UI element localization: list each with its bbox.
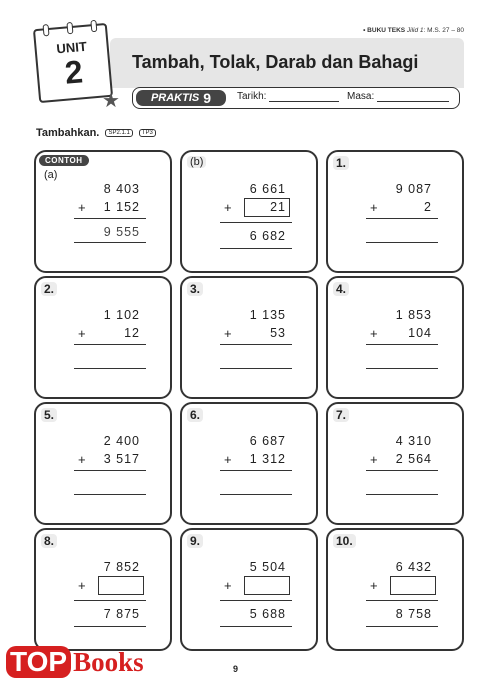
page-title: Tambah, Tolak, Darab dan Bahagi	[132, 52, 419, 72]
star-icon: ★	[102, 90, 120, 112]
plus-sign: +	[224, 578, 232, 593]
addend-bottom: 21	[270, 200, 286, 214]
problem-label: (a)	[44, 169, 58, 181]
problem-label: 8.	[41, 534, 57, 548]
addend-top: 6 432	[395, 560, 432, 574]
unit-number: 2	[63, 53, 85, 91]
sum-rule	[74, 470, 146, 471]
answer-value: 6 682	[249, 229, 286, 243]
sum-rule	[220, 344, 292, 345]
addend-top: 6 661	[249, 182, 286, 196]
answer-line[interactable]	[220, 494, 292, 495]
problem-label: 4.	[333, 282, 349, 296]
answer-line[interactable]	[74, 494, 146, 495]
answer-line[interactable]	[220, 368, 292, 369]
plus-sign: +	[78, 578, 86, 593]
plus-sign: +	[224, 326, 232, 341]
reference-prefix: • BUKU TEKS	[363, 27, 406, 34]
problem-box-2	[34, 276, 172, 399]
problem-label: 7.	[333, 408, 349, 422]
problem-label: 3.	[187, 282, 203, 296]
addend-top: 1 853	[395, 308, 432, 322]
plus-sign: +	[370, 578, 378, 593]
page-number: 9	[233, 664, 239, 674]
addend-top: 1 102	[103, 308, 140, 322]
contoh-badge: CONTOH	[39, 155, 89, 166]
addend-bottom: 1 152	[103, 200, 140, 214]
answer-line	[220, 626, 292, 627]
level-tag: TP3	[139, 129, 156, 137]
answer-line[interactable]	[366, 494, 438, 495]
answer-line	[74, 626, 146, 627]
topbooks-watermark-logo	[6, 643, 144, 681]
addend-bottom: 104	[408, 326, 432, 340]
reference-book: Jilid 1	[406, 27, 424, 34]
unit-label: UNIT	[55, 38, 88, 57]
addend-top: 9 087	[395, 182, 432, 196]
addend-bottom: 1 312	[249, 452, 286, 466]
plus-sign: +	[78, 200, 86, 215]
plus-sign: +	[224, 452, 232, 467]
problem-box-6	[180, 402, 318, 525]
answer-line	[74, 242, 146, 243]
sum-rule	[366, 600, 438, 601]
problem-label: 1.	[333, 156, 349, 170]
addend-bottom: 53	[270, 326, 286, 340]
problem-box-9	[180, 528, 318, 651]
reference-pages: : M.S. 27 – 80	[423, 27, 464, 34]
missing-addend-box[interactable]	[98, 576, 144, 595]
missing-addend-box[interactable]	[244, 576, 290, 595]
answer-line	[366, 626, 438, 627]
problem-label: (b)	[187, 156, 206, 168]
addend-top: 8 403	[103, 182, 140, 196]
answer-line[interactable]	[74, 368, 146, 369]
problem-label: 6.	[187, 408, 203, 422]
addend-bottom: 2	[424, 200, 432, 214]
sum-value: 5 688	[249, 607, 286, 621]
plus-sign: +	[78, 452, 86, 467]
plus-sign: +	[224, 200, 232, 215]
problem-box-8	[34, 528, 172, 651]
problem-box-10	[326, 528, 464, 651]
sum-rule	[220, 600, 292, 601]
praktis-bar	[132, 87, 460, 109]
problem-box-3	[180, 276, 318, 399]
masa-label: Masa:	[347, 91, 375, 102]
answer-line[interactable]	[366, 242, 438, 243]
problem-label: 2.	[41, 282, 57, 296]
problem-box-4	[326, 276, 464, 399]
addend-bottom: 2 564	[395, 452, 432, 466]
praktis-number: 9	[203, 90, 212, 106]
sum-rule	[366, 218, 438, 219]
instruction	[36, 127, 156, 139]
instruction-text: Tambahkan.	[36, 127, 100, 139]
sum-rule	[366, 344, 438, 345]
tarikh-label: Tarikh:	[237, 91, 267, 102]
sum-rule	[220, 470, 292, 471]
answer-line	[220, 248, 292, 249]
textbook-reference	[363, 27, 464, 34]
masa-field	[347, 91, 449, 102]
problem-box-1	[326, 150, 464, 273]
praktis-label: PRAKTIS	[150, 92, 200, 104]
missing-addend-box[interactable]	[390, 576, 436, 595]
logo-top: TOP	[6, 646, 71, 678]
answer-value: 9 555	[103, 225, 140, 239]
sum-rule	[220, 222, 292, 223]
addend-top: 1 135	[249, 308, 286, 322]
plus-sign: +	[370, 452, 378, 467]
notebook-rings-icon	[43, 20, 98, 35]
addend-top: 4 310	[395, 434, 432, 448]
problem-box-a	[34, 150, 172, 273]
tarikh-line[interactable]	[269, 101, 339, 102]
sum-rule	[74, 218, 146, 219]
addend-top: 5 504	[249, 560, 286, 574]
masa-line[interactable]	[377, 101, 449, 102]
praktis-pill	[136, 90, 226, 106]
addend-top: 7 852	[103, 560, 140, 574]
sum-rule	[74, 600, 146, 601]
plus-sign: +	[370, 200, 378, 215]
problem-label: 10.	[333, 534, 356, 548]
addend-top: 6 687	[249, 434, 286, 448]
problem-box-b	[180, 150, 318, 273]
sum-rule	[366, 470, 438, 471]
addend-top: 2 400	[103, 434, 140, 448]
answer-line[interactable]	[366, 368, 438, 369]
problem-label: 5.	[41, 408, 57, 422]
plus-sign: +	[370, 326, 378, 341]
addend-bottom: 3 517	[103, 452, 140, 466]
plus-sign: +	[78, 326, 86, 341]
sum-value: 8 758	[395, 607, 432, 621]
sum-value: 7 875	[103, 607, 140, 621]
skill-tag: SP2.1.1	[105, 129, 132, 137]
problem-label: 9.	[187, 534, 203, 548]
addend-bottom: 12	[124, 326, 140, 340]
sum-rule	[74, 344, 146, 345]
problem-box-7	[326, 402, 464, 525]
problem-box-5	[34, 402, 172, 525]
logo-books: Books	[73, 646, 144, 677]
tarikh-field	[237, 91, 339, 102]
